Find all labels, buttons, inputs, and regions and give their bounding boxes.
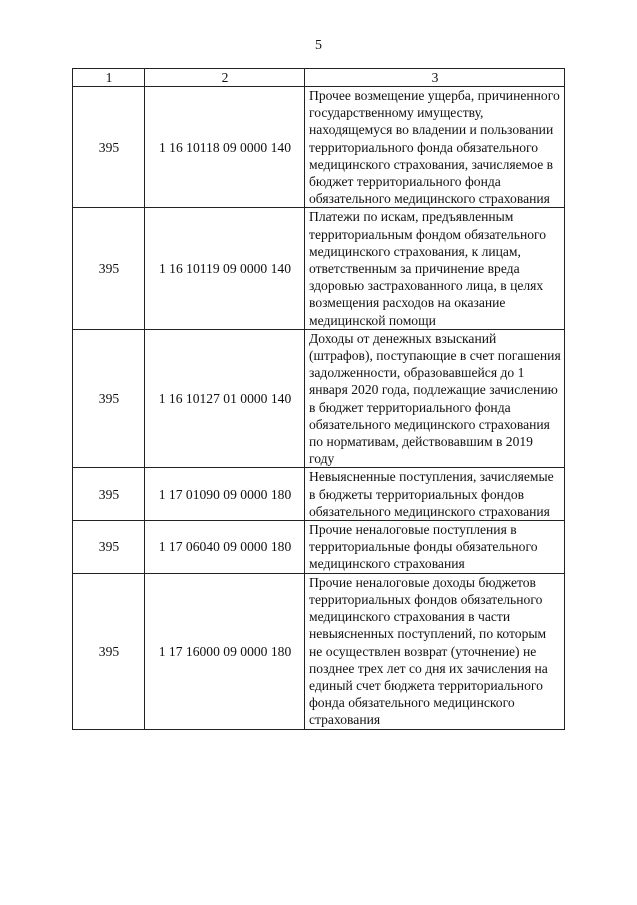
description-cell: Прочее возмещение ущерба, причиненного государственному имуществу, находящемуся во владении и пользовании территориального фонда обязательного медицинского страхования, зачисляемое в бюджет территориального фонда обязательного медицинского страхования (305, 87, 565, 208)
page-number: 5 (315, 38, 322, 53)
admin-code-cell: 395 (73, 208, 145, 329)
admin-code-cell: 395 (73, 87, 145, 208)
kbk-code-cell: 1 16 10118 09 0000 140 (145, 87, 305, 208)
kbk-code-cell: 1 16 10127 01 0000 140 (145, 329, 305, 468)
description-cell: Прочие неналоговые доходы бюджетов территориальных фондов обязательного медицинского страхования в части невыясненных поступлений, по которым не осуществлен возврат (уточнение) не позднее трех лет со дня их зачисления на единый счет бюджета территориального фонда обязательного медицинского страхования (305, 573, 565, 729)
revenue-codes-table (72, 68, 565, 730)
description-cell: Невыясненные поступления, зачисляемые в бюджеты территориальных фондов обязательного медицинского страхования (305, 468, 565, 521)
admin-code-cell: 395 (73, 468, 145, 521)
table-header-row (73, 69, 565, 87)
admin-code-cell: 395 (73, 329, 145, 468)
admin-code-cell: 395 (73, 521, 145, 574)
table-row (73, 468, 565, 521)
table-row (73, 329, 565, 468)
admin-code-cell: 395 (73, 573, 145, 729)
table-row (73, 87, 565, 208)
kbk-code-cell: 1 17 01090 09 0000 180 (145, 468, 305, 521)
table-row (73, 521, 565, 574)
description-cell: Доходы от денежных взысканий (штрафов), поступающие в счет погашения задолженности, образовавшейся до 1 января 2020 года, подлежащие зачислению в бюджет территориального фонда обязательного медицинского страхования по нормативам, действовавшим в 2019 году (305, 329, 565, 468)
kbk-code-cell: 1 16 10119 09 0000 140 (145, 208, 305, 329)
column-header-1: 1 (73, 69, 145, 87)
description-cell: Платежи по искам, предъявленным территориальным фондом обязательного медицинского страхования, к лицам, ответственным за причинение вреда здоровью застрахованного лица, в целях возмещения расходов на оказание медицинской помощи (305, 208, 565, 329)
kbk-code-cell: 1 17 06040 09 0000 180 (145, 521, 305, 574)
table-row (73, 208, 565, 329)
column-header-2: 2 (145, 69, 305, 87)
table-row (73, 573, 565, 729)
kbk-code-cell: 1 17 16000 09 0000 180 (145, 573, 305, 729)
description-cell: Прочие неналоговые поступления в территориальные фонды обязательного медицинского страхования (305, 521, 565, 574)
column-header-3: 3 (305, 69, 565, 87)
